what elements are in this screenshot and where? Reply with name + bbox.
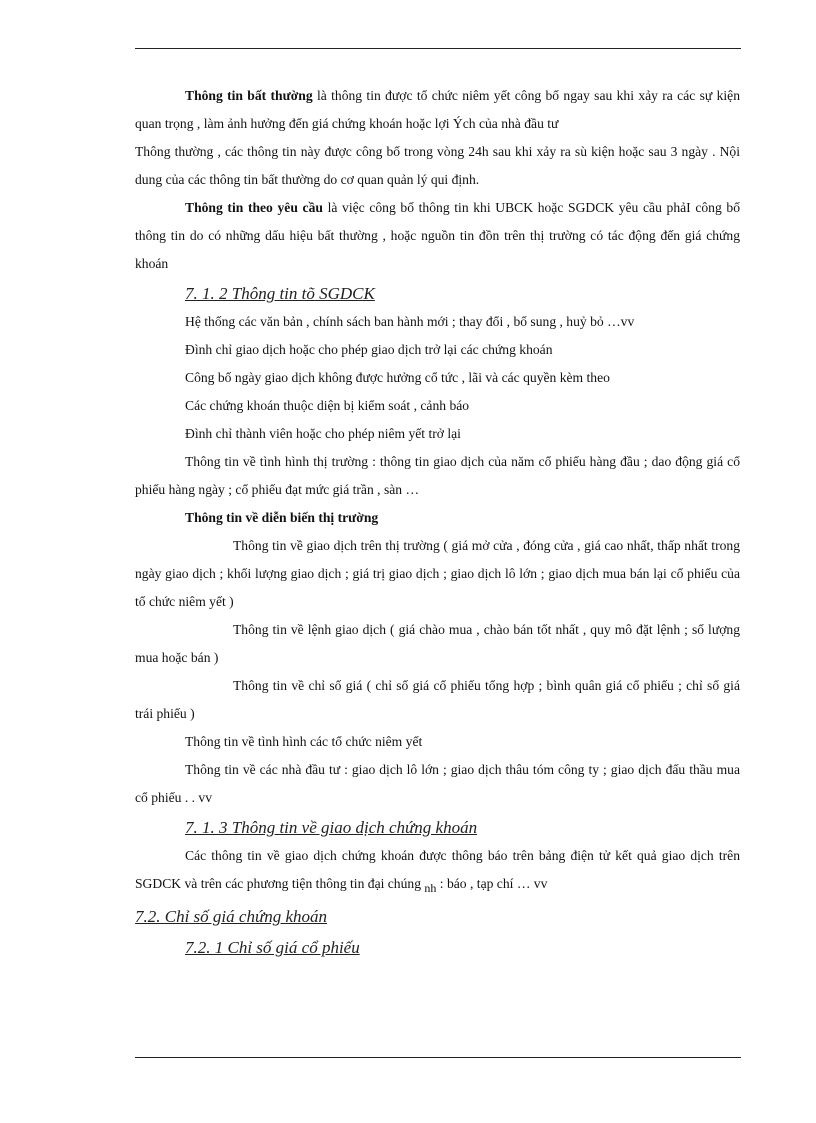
heading-7-1-3: 7. 1. 3 Thông tin về giao dịch chứng khoán [185, 818, 478, 837]
paragraph-unusual-info [135, 82, 740, 138]
paragraph-on-request [135, 194, 740, 278]
header-rule [135, 48, 741, 49]
heading-7-2-1: 7.2. 1 Chỉ số giá cổ phiếu [185, 938, 360, 957]
list-item: Đình chỉ giao dịch hoặc cho phép giao dịch trở lại các chứng khoán [185, 342, 553, 357]
heading-market-developments: Thông tin về diễn biến thị trường [185, 510, 379, 525]
term-unusual-info: Thông tin bất thường [185, 88, 313, 103]
document-page [135, 82, 740, 962]
paragraph-trading-results: Các thông tin về giao dịch chứng khoán được thông báo trên bảng điện tử kết quả giao dịch trên SGDCK và trên các phương tiện thông tin đại chúng nh : báo , tạp chí … vv [135, 848, 740, 895]
list-item: Đình chỉ thành viên hoặc cho phép niêm yết trở lại [185, 426, 461, 441]
list-item: Hệ thống các văn bản , chính sách ban hành mới ; thay đổi , bổ sung , huỷ bỏ …vv [185, 314, 635, 329]
paragraph-text: là thông tin được tổ chức niêm yết công bố ngay sau khi xảy ra các sự kiện quan trọng , làm ảnh hưởng đến giá chứng khoán hoặc lợi Ých của nhà đầu tư [135, 88, 740, 131]
heading-7-1-2: 7. 1. 2 Thông tin tõ SGDCK [185, 284, 375, 303]
paragraph-text: là việc công bố thông tin khi UBCK hoặc SGDCK yêu cầu phảI công bố thông tin do có những dấu hiệu bất thường , hoặc nguồn tin đồn trên thị trường có tác động đến giá chứng khoán [135, 200, 740, 271]
term-on-request: Thông tin theo yêu cầu [185, 200, 323, 215]
paragraph-order-info: Thông tin về lệnh giao dịch ( giá chào mua , chào bán tốt nhất , quy mô đặt lệnh ; số lượng mua hoặc bán ) [135, 622, 740, 665]
heading-7-2: 7.2. Chỉ số giá chứng khoán [135, 907, 328, 926]
paragraph-market-situation: Thông tin về tình hình thị trường : thông tin giao dịch của năm cổ phiếu hàng đầu ; dao động giá cổ phiếu hàng ngày ; cổ phiếu đạt mức giá trần , sàn … [135, 454, 740, 497]
paragraph-listed-org: Thông tin về tình hình các tổ chức niêm yết [185, 734, 423, 749]
paragraph-usually: Thông thường , các thông tin này được công bố trong vòng 24h sau khi xảy ra sù kiện hoặc sau 3 ngày . Nội dung của các thông tin bất thường do cơ quan quản lý qui định. [135, 144, 740, 187]
paragraph-trading-info: Thông tin về giao dịch trên thị trường ( giá mở cửa , đóng cửa , giá cao nhất, thấp nhất trong ngày giao dịch ; khối lượng giao dịch ; giá trị giao dịch ; giao dịch lô lớn ; giao dịch mua bán lại cổ phiếu của tổ chức niêm yết ) [135, 538, 740, 609]
list-item: Các chứng khoán thuộc diện bị kiểm soát , cảnh báo [185, 398, 470, 413]
paragraph-index-info: Thông tin về chỉ số giá ( chỉ số giá cổ phiếu tổng hợp ; bình quân giá cổ phiếu ; chỉ số giá trái phiếu ) [135, 678, 740, 721]
list-item: Công bố ngày giao dịch không được hưởng cổ tức , lãi và các quyền kèm theo [185, 370, 610, 385]
subscript-text: nh [424, 881, 437, 895]
paragraph-investors: Thông tin về các nhà đầu tư : giao dịch lô lớn ; giao dịch thâu tóm công ty ; giao dịch đấu thầu mua cổ phiếu . . vv [135, 762, 740, 805]
footer-rule [135, 1057, 741, 1058]
